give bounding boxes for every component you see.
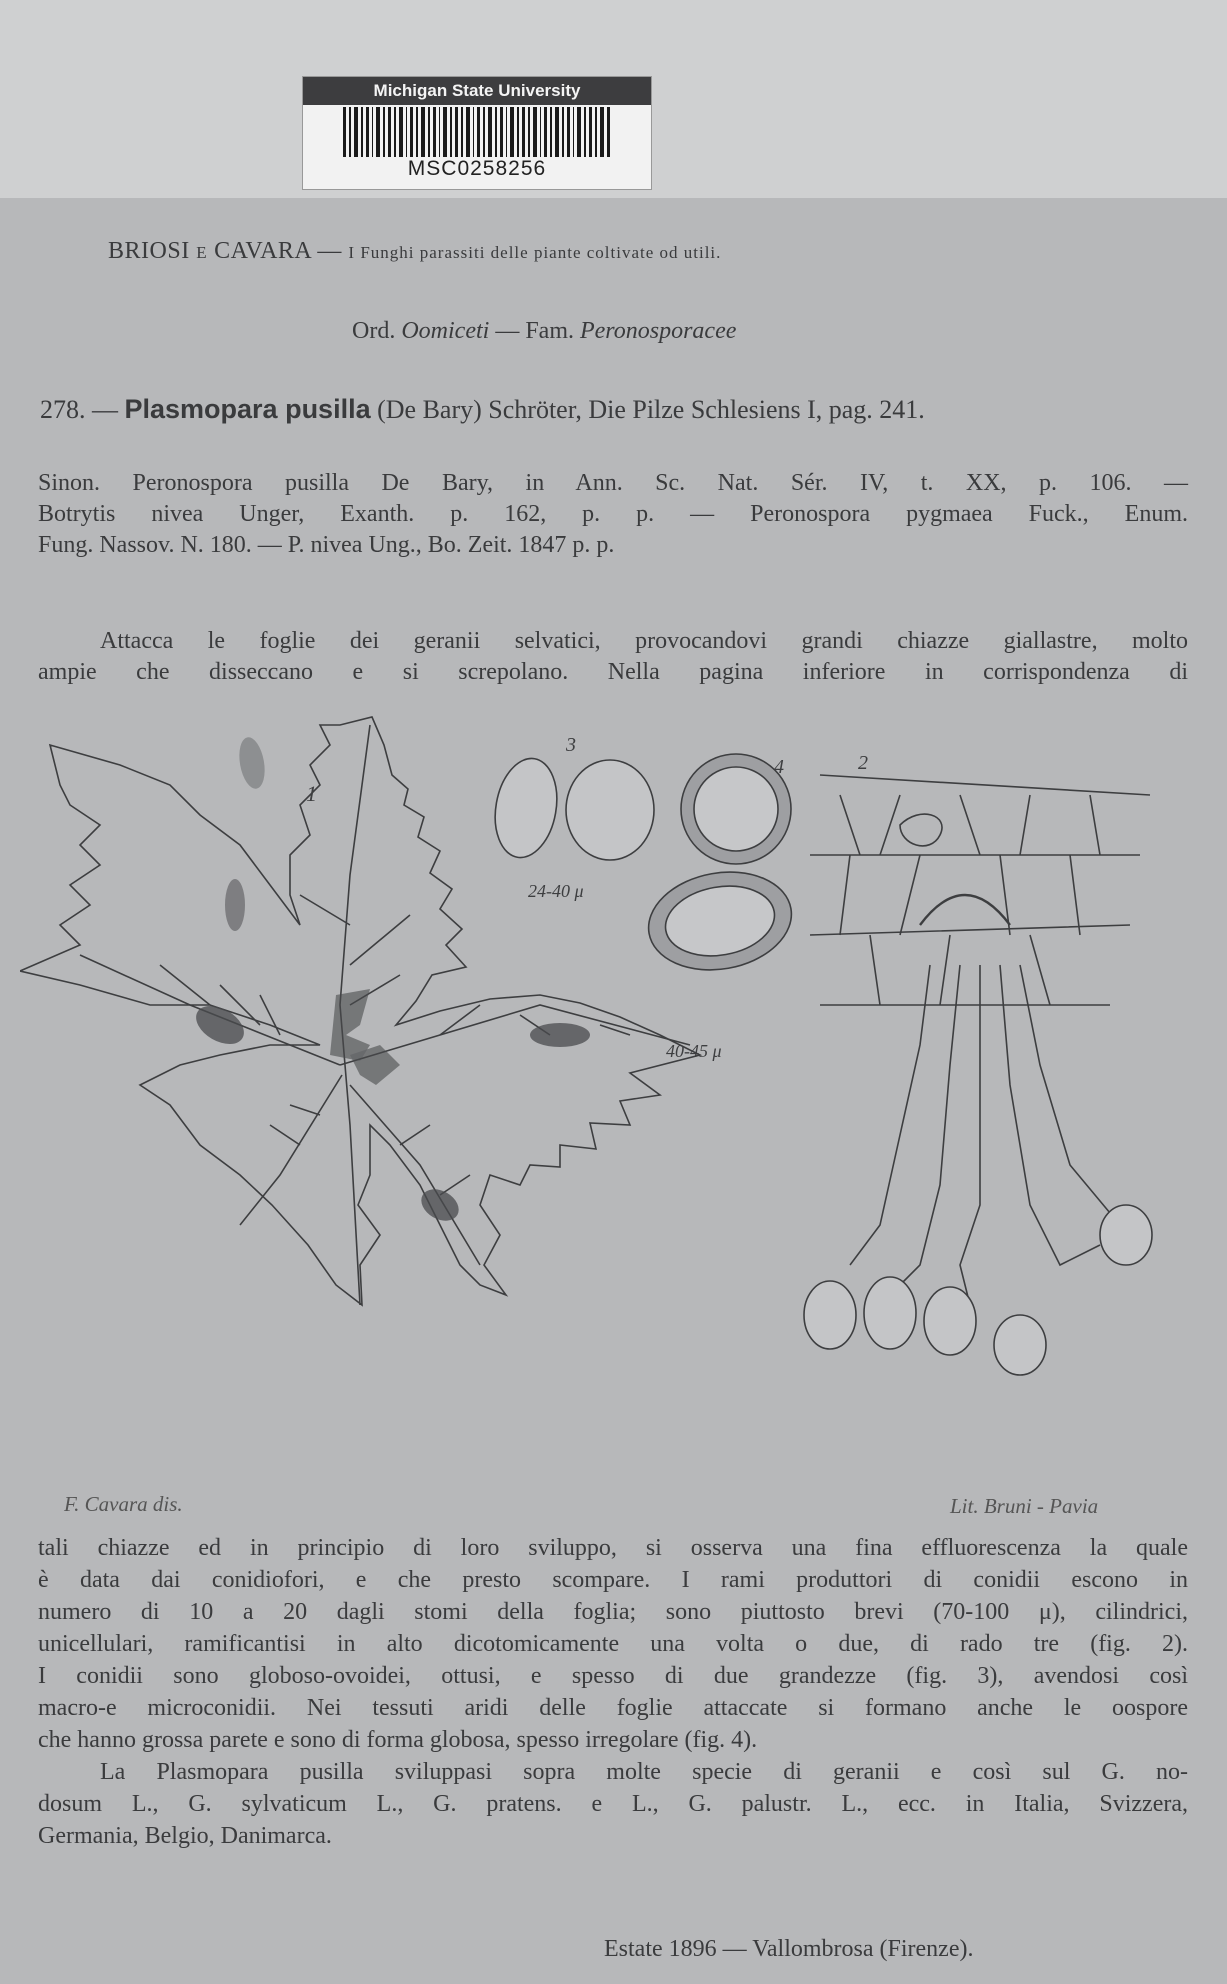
body-line: numero di 10 a 20 dagli stomi della foglia; sono piuttosto brevi (70-100 μ), cilindrici, bbox=[38, 1599, 1188, 1625]
page-header bbox=[108, 238, 721, 265]
intro-line: ampie che disseccano e si screpolano. Nella pagina inferiore in corrispondenza di bbox=[38, 659, 1188, 685]
fig1-label: 1 bbox=[306, 781, 317, 806]
body-line: unicellulari, ramificantisi in alto dicotomicamente una volta o due, di rado tre (fig. 2). bbox=[38, 1631, 1188, 1657]
barcode-number: MSC0258256 bbox=[407, 157, 547, 180]
description-paragraph bbox=[38, 1532, 1188, 1852]
conidia-figure bbox=[488, 754, 654, 863]
header-dash: — bbox=[317, 238, 342, 264]
taxonomy-dash: — bbox=[495, 318, 520, 344]
species-citation: (De Bary) Schröter, Die Pilze Schlesiens I, pag. 241. bbox=[377, 395, 925, 424]
body-line: La Plasmopara pusilla sviluppasi sopra molte specie di geranii e così sul G. no- bbox=[100, 1759, 1188, 1785]
family-name: Peronosporacee bbox=[579, 318, 737, 344]
author-briosi: BRIOSI bbox=[108, 238, 190, 264]
synonym-line: Sinon. Peronospora pusilla De Bary, in Ann. Sc. Nat. Sér. IV, t. XX, p. 106. — bbox=[38, 470, 1188, 496]
artist-credit: F. Cavara dis. bbox=[64, 1492, 183, 1516]
barcode-bars bbox=[343, 107, 611, 157]
illustration-plate bbox=[20, 705, 1200, 1525]
synonym-line: Botrytis nivea Unger, Exanth. p. 162, p. p. — Peronospora pygmaea Fuck., Enum. bbox=[38, 501, 1188, 527]
conidia-detached bbox=[804, 1205, 1152, 1375]
institution-name: Michigan State University bbox=[303, 77, 651, 105]
fig4-label: 4 bbox=[774, 756, 784, 778]
intro-line: Attacca le foglie dei geranii selvatici, provocandovi grandi chiazze giallastre, molto bbox=[100, 628, 1188, 654]
collection-footer: Estate 1896 — Vallombrosa (Firenze). bbox=[604, 1936, 974, 1962]
body-line: tali chiazze ed in principio di loro sviluppo, si osserva una fina effluorescenza la quale bbox=[38, 1535, 1188, 1561]
author-cavara: CAVARA bbox=[214, 238, 311, 264]
body-line: macro-e microconidii. Nei tessuti aridi delle foglie attaccate si formano anche le oospore bbox=[38, 1695, 1188, 1721]
fig3-label: 3 bbox=[566, 734, 576, 756]
taxonomy-line bbox=[352, 318, 736, 345]
body-line: Germania, Belgio, Danimarca. bbox=[38, 1823, 332, 1849]
synonyms-paragraph bbox=[38, 468, 1188, 561]
fig3-measure: 24-40 μ bbox=[528, 881, 584, 901]
conidiophore-figure bbox=[810, 775, 1150, 1305]
series-title: I Funghi parassiti delle piante coltivate od utili. bbox=[348, 243, 722, 262]
species-dash: — bbox=[92, 395, 118, 424]
author-conjunction: E bbox=[196, 243, 208, 262]
fig2-label: 2 bbox=[858, 752, 868, 774]
intro-paragraph bbox=[38, 626, 1188, 688]
family-label: Fam. bbox=[525, 318, 574, 344]
body-line: dosum L., G. sylvaticum L., G. pratens. e L., G. palustr. L., ecc. in Italia, Svizzera, bbox=[38, 1791, 1188, 1817]
body-line: che hanno grossa parete e sono di forma globosa, spesso irregolare (fig. 4). bbox=[38, 1727, 758, 1753]
barcode-label bbox=[302, 76, 652, 190]
species-name: Plasmopara pusilla bbox=[124, 394, 371, 424]
lithographer-credit: Lit. Bruni - Pavia bbox=[950, 1494, 1099, 1518]
oospore-figure bbox=[641, 754, 799, 981]
body-line: è data dai conidiofori, e che presto scompare. I rami produttori di conidii escono in bbox=[38, 1567, 1188, 1593]
species-number: 278. bbox=[40, 395, 86, 424]
order-name: Oomiceti bbox=[401, 318, 490, 344]
body-line: I conidii sono globoso-ovoidei, ottusi, e spesso di due grandezze (fig. 3), avendosi così bbox=[38, 1663, 1188, 1689]
species-title bbox=[40, 394, 925, 425]
synonym-line: Fung. Nassov. N. 180. — P. nivea Ung., Bo. Zeit. 1847 p. p. bbox=[38, 532, 615, 558]
order-label: Ord. bbox=[352, 318, 396, 344]
fig4-measure: 40-45 μ bbox=[666, 1041, 722, 1061]
